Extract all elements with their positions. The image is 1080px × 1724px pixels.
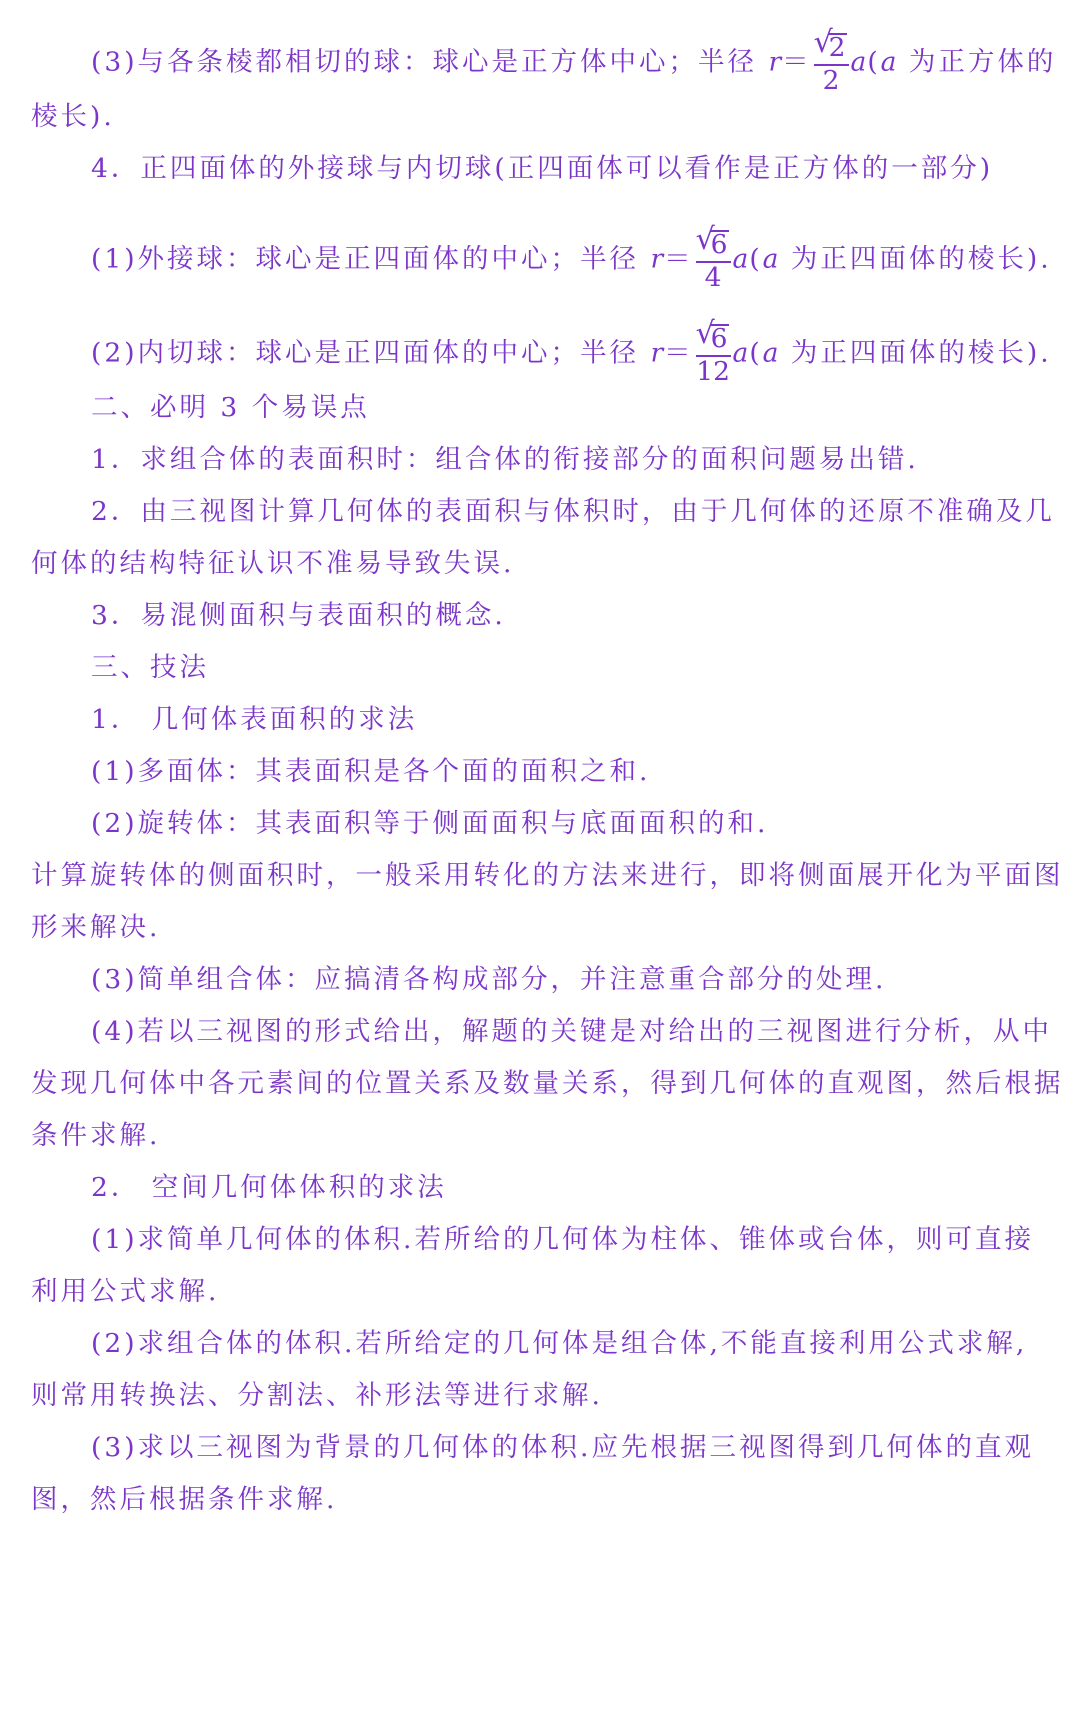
section-heading: 二、必明 3 个易误点 (91, 392, 370, 423)
fraction-denominator: 4 (704, 261, 722, 293)
paragraph-line: 发现几何体中各元素间的位置关系及数量关系，得到几何体的直观图，然后根据 (31, 1068, 1064, 1099)
edge-symbol: a (732, 337, 750, 369)
edge-symbol: a (762, 243, 780, 275)
paragraph-line: 条件求解. (31, 1120, 161, 1151)
fraction-sqrt6-over-12 (695, 316, 731, 387)
edge-symbol: a (880, 46, 898, 78)
edge-symbol: a (732, 243, 750, 275)
paragraph-line: (2)求组合体的体积.若所给定的几何体是组合体,不能直接利用公式求解, (91, 1328, 1028, 1359)
text-span: 为正四面体的棱长). (779, 243, 1052, 275)
paren: ( (749, 337, 763, 369)
text-span: (3)与各条棱都相切的球：球心是正方体中心；半径 (91, 46, 769, 78)
text-span: 为正四面体的棱长). (779, 337, 1052, 369)
fraction-numerator: 6 (710, 229, 728, 260)
radius-symbol: r (650, 243, 665, 275)
text-span: (2)内切球：球心是正四面体的中心；半径 (91, 337, 651, 369)
circumscribed-sphere-line (91, 222, 1052, 293)
paragraph-line: 2．由三视图计算几何体的表面积与体积时，由于几何体的还原不准确及几 (91, 496, 1055, 527)
edge-symbol: a (762, 337, 780, 369)
paragraph-line: 3．易混侧面积与表面积的概念. (91, 600, 506, 631)
fraction-numerator: 2 (828, 32, 846, 63)
paragraph-line: 棱长). (31, 101, 115, 132)
sphere-tangent-edges-line (91, 25, 1057, 96)
text-span: (1)外接球：球心是正四面体的中心；半径 (91, 243, 651, 275)
text-span: 为正方体的 (897, 46, 1057, 78)
fraction-denominator: 12 (696, 355, 730, 387)
paragraph-line: 1．求组合体的表面积时：组合体的衔接部分的面积问题易出错. (91, 444, 919, 475)
paragraph-line: (1)多面体：其表面积是各个面的面积之和. (91, 756, 651, 787)
radical-sign: √ (695, 316, 715, 351)
paragraph-line: 利用公式求解. (31, 1276, 220, 1307)
paragraph-line: (1)求简单几何体的体积.若所给的几何体为柱体、锥体或台体，则可直接 (91, 1224, 1034, 1255)
paren: ( (867, 46, 881, 78)
paragraph-line: (2)旋转体：其表面积等于侧面面积与底面面积的和. (91, 808, 769, 839)
radius-symbol: r (650, 337, 665, 369)
radius-symbol: r (768, 46, 783, 78)
fraction-denominator: 2 (822, 64, 840, 96)
edge-symbol: a (850, 46, 868, 78)
paragraph-line: (3)求以三视图为背景的几何体的体积.应先根据三视图得到几何体的直观 (91, 1432, 1034, 1463)
subsection-heading: 1． 几何体表面积的求法 (91, 704, 418, 735)
fraction-sqrt2-over-2 (813, 25, 849, 96)
section-heading: 4．正四面体的外接球与内切球(正四面体可以看作是正方体的一部分) (91, 153, 994, 184)
paragraph-line: 形来解决. (31, 912, 161, 943)
fraction-sqrt6-over-4 (695, 222, 731, 293)
paragraph-line: 何体的结构特征认识不准易导致失误. (31, 548, 515, 579)
section-heading: 三、技法 (91, 652, 209, 683)
paragraph-line: 则常用转换法、分割法、补形法等进行求解. (31, 1380, 603, 1411)
equals-sign: ＝ (664, 243, 694, 275)
paren: ( (749, 243, 763, 275)
radical-sign: √ (695, 222, 715, 257)
fraction-numerator: 6 (710, 323, 728, 354)
radical-sign: √ (813, 25, 833, 60)
equals-sign: ＝ (664, 337, 694, 369)
subsection-heading: 2． 空间几何体体积的求法 (91, 1172, 447, 1203)
paragraph-line: (3)简单组合体：应搞清各构成部分，并注意重合部分的处理. (91, 964, 887, 995)
paragraph-line: 计算旋转体的侧面积时，一般采用转化的方法来进行，即将侧面展开化为平面图 (31, 860, 1064, 891)
inscribed-sphere-line (91, 316, 1052, 387)
paragraph-line: 图，然后根据条件求解. (31, 1484, 338, 1515)
paragraph-line: (4)若以三视图的形式给出，解题的关键是对给出的三视图进行分析，从中 (91, 1016, 1053, 1047)
equals-sign: ＝ (782, 46, 812, 78)
